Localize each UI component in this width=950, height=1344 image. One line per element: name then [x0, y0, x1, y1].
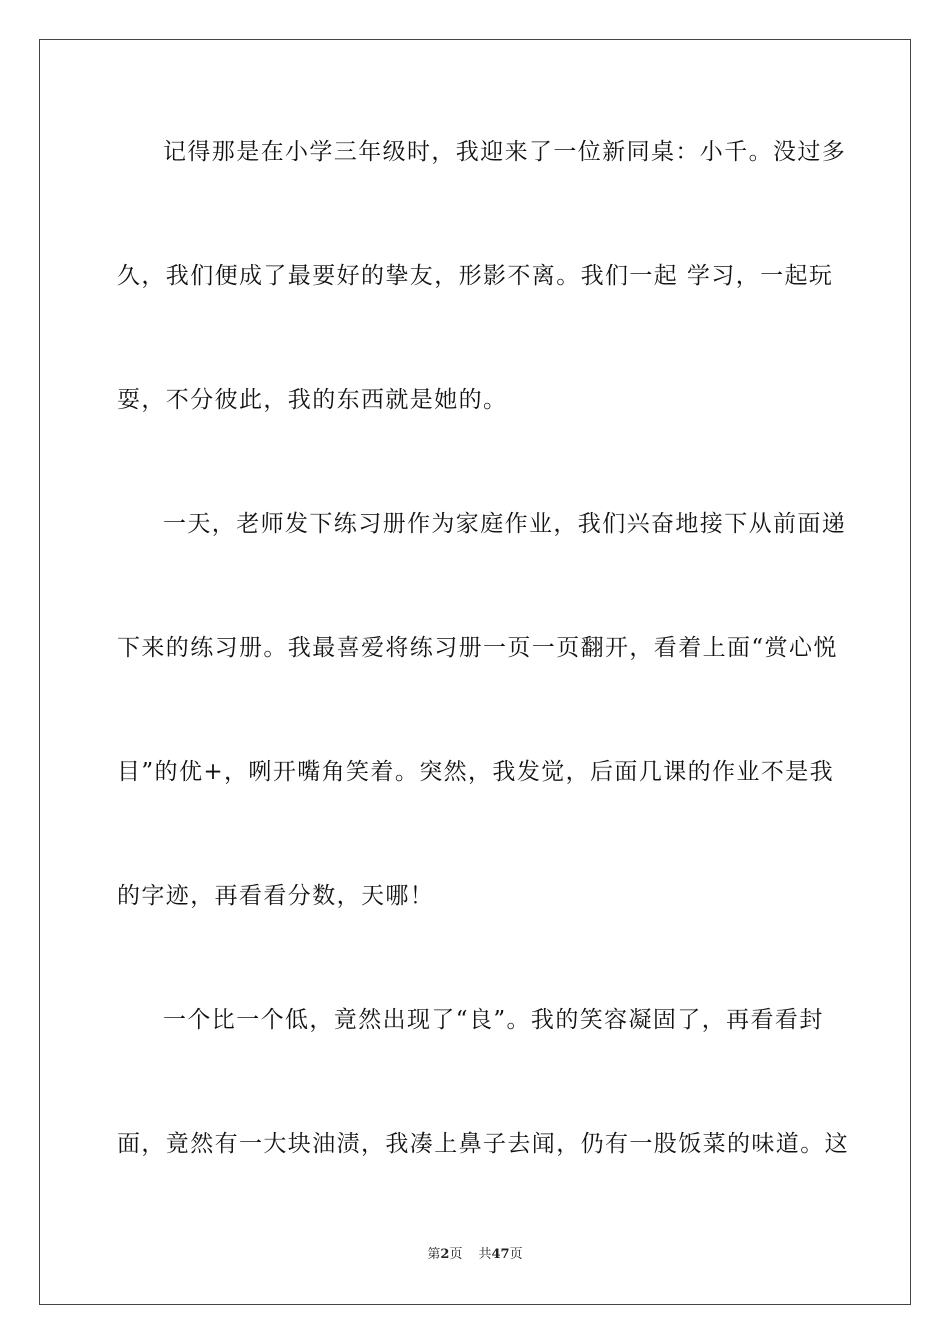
page-border: [39, 39, 911, 1305]
paragraph-line: 一天，老师发下练习册作为家庭作业，我们兴奋地接下从前面递: [163, 511, 847, 537]
total-suffix: 页: [509, 1247, 523, 1262]
total-prefix: 共: [478, 1247, 492, 1262]
paragraph-line: 的字迹，再看看分数，天哪！: [117, 883, 435, 909]
paragraph-line: 下来的练习册。我最喜爱将练习册一页一页翻开，看着上面“赏心悦: [117, 635, 838, 661]
paragraph-line: 耍，不分彼此，我的东西就是她的。: [117, 387, 508, 413]
page-footer: [0, 1246, 950, 1264]
paragraph-line: 记得那是在小学三年级时，我迎来了一位新同桌：小千。没过多: [163, 139, 847, 165]
page-suffix: 页: [449, 1247, 463, 1262]
page-number: 2: [440, 1247, 450, 1262]
paragraph-line: 一个比一个低，竟然出现了“良”。我的笑容凝固了，再看看封: [163, 1007, 824, 1033]
paragraph-line: 目”的优+，咧开嘴角笑着。突然，我发觉，后面几课的作业不是我: [117, 759, 835, 785]
page-prefix: 第: [427, 1247, 441, 1262]
paragraph-line: 久，我们便成了最要好的挚友，形影不离。我们一起 学习，一起玩: [117, 263, 834, 289]
page-total: 47: [491, 1247, 510, 1262]
paragraph-line: 面，竟然有一大块油渍，我凑上鼻子去闻，仍有一股饭菜的味道。这: [117, 1131, 849, 1157]
